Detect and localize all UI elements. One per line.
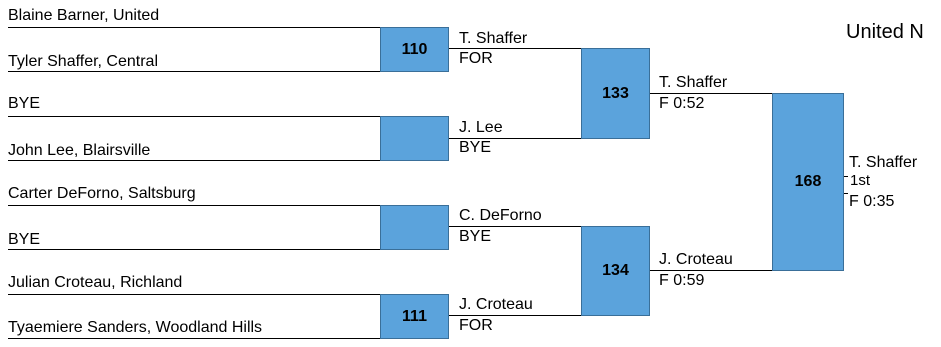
wrestler-4: John Lee, Blairsville [8, 142, 151, 159]
bracket-line [844, 193, 848, 194]
bracket-line [8, 116, 380, 117]
wrestler-1: Blaine Barner, United [8, 7, 160, 24]
bracket-line [650, 93, 772, 94]
semi-1-result: F 0:52 [659, 95, 705, 112]
match-3-winner: C. DeForno [459, 207, 542, 224]
final-winner: T. Shaffer [849, 154, 918, 171]
bout-box-133[interactable]: 133 [581, 48, 650, 139]
match-2-winner: J. Lee [459, 119, 503, 136]
bracket-line [449, 226, 581, 227]
bracket-line [8, 71, 380, 72]
wrestler-8: Tyaemiere Sanders, Woodland Hills [8, 319, 263, 336]
semi-2-winner: J. Croteau [659, 251, 733, 268]
final-place: 1st [850, 172, 871, 189]
bout-box-110[interactable]: 110 [380, 27, 449, 72]
wrestler-5: Carter DeForno, Saltsburg [8, 185, 196, 202]
bout-box-134[interactable]: 134 [581, 226, 650, 316]
bout-box-168[interactable]: 168 [772, 93, 844, 271]
bout-box-empty[interactable] [380, 205, 449, 250]
bracket-line [8, 338, 380, 339]
wrestler-7: Julian Croteau, Richland [8, 274, 183, 291]
bracket-line [650, 270, 772, 271]
match-4-winner: J. Croteau [459, 296, 533, 313]
semi-1-winner: T. Shaffer [659, 74, 728, 91]
bracket-line [8, 249, 380, 250]
bracket-line [844, 176, 848, 177]
wrestler-2: Tyler Shaffer, Central [8, 53, 158, 70]
semi-2-result: F 0:59 [659, 272, 705, 289]
match-4-result: FOR [459, 317, 493, 334]
bracket-line [449, 315, 581, 316]
wrestler-3: BYE [8, 95, 41, 112]
match-1-result: FOR [459, 50, 493, 67]
bracket-line [8, 205, 380, 206]
bracket-line [449, 48, 581, 49]
bracket-line [8, 294, 380, 295]
bracket-line [8, 160, 380, 161]
bracket-line [8, 27, 380, 28]
wrestler-6: BYE [8, 231, 41, 248]
match-3-result: BYE [459, 228, 492, 245]
match-1-winner: T. Shaffer [459, 30, 528, 47]
final-result: F 0:35 [849, 193, 895, 210]
bout-box-111[interactable]: 111 [380, 294, 449, 339]
bracket-title: United N [846, 21, 924, 43]
match-2-result: BYE [459, 139, 492, 156]
bout-box-empty[interactable] [380, 116, 449, 161]
